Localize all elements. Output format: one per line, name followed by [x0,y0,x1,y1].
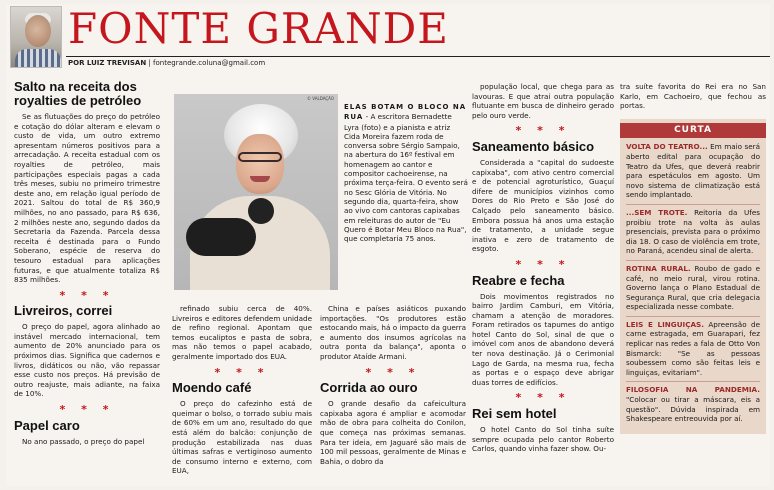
caption-text: - A escritora Bernadette Lyra (foto) e a pianista e atriz Cida Moreira fazem roda de conversa sobre Sérgio Sampaio, na abertura do 16º festival em homenagem ao cantor e compositor cachoeirense, na próxima terça-feira. O evento será no Sesc Glória de Vitória. No segundo dia, quarta-feira, show ao vivo com cantoras capixabas em releituras do autor de "Eu Quero é Botar Meu Bloco na Rua", que completaria 75 anos. [344,112,468,244]
curta-lead: ...SEM TROTE. [626,207,688,217]
article-refinado: refinado subiu cerca de 40%. Livreiros e editores defendem unidade de refino regional. Apontam que temos eucaliptos e pasta de sobra, mas não temos o papel acabado, geralmente importado dos EUA. [172,304,312,361]
masthead-rule [66,56,770,57]
feature-photo [174,94,338,290]
byline [68,59,265,67]
article-salto: Se as flutuações do preço do petróleo e cotação do dólar alteram e elevam o custo de vida, um outro extremo apresentam números positivos para a arrecadação. A receita estadual com os royalties de petróleo, mais participações especiais pagas a cada três meses, subiu no primeiro trimestre deste ano, em relação igual período de 2021. Saltou do total de R$ 360,9 milhões, no ano passado, para R$ 636, 2 milhões neste ano, segundo dados da Secretaria da Fazenda. Parcela dessa receita é destinada para o Fundo Soberano, espécie de reserva do tesouro estadual para aplicações futuras, e que atualmente totaliza R$ 835 milhões. [14,112,160,285]
separator-stars: * * * [515,257,571,271]
article-corrida: O grande desafio da cafeicultura capixaba agora é ampliar e acomodar mão de obra para colheita do Conilon, que começa nas próximas semanas. Para ter ideia, em Jaguaré são mais de 100 mil pessoas, geralmente de Minas e Bahia, o dobro da [320,399,466,466]
curta-text: "Colocar ou tirar a máscara, eis a questão". Dúvida inspirada em Shakespeare entreouvida por aí. [626,395,760,424]
column-title: FONTE GRANDE [68,4,449,53]
column-5 [620,82,766,434]
headline-reabre: Reabre e fecha [472,272,565,288]
separator-stars: * * * [59,403,115,417]
article-top: tra suíte favorita do Rei era no San Karlo, em Cachoeiro, que fechou as portas. [620,82,766,111]
curta-heading: CURTA [620,123,766,139]
separator-stars: * * * [214,365,270,379]
separator-stars: * * * [515,391,571,405]
column-2 [172,304,312,478]
curta-item [626,208,760,256]
headline-salto: Salto na receita dos royalties de petróleo [14,79,142,108]
curta-text: Apreensão de carne estragada, em Guarapari, fez replicar nas redes a fala de Otto Von Bismarck: "Se as pessoas soubessem como são feitas leis e linguiças, evitariam". [626,319,760,377]
separator-stars: * * * [59,288,115,302]
headline-saneamento: Saneamento básico [472,138,595,154]
article-livreiros: O preço do papel, agora alinhado ao instável mercado internacional, tem aumento de 20% anunciado para os próximos dias. Significa que cadernos e livros, didáticos ou não, vão repassar esse custo nos preços. Há previsão de outro reajuste, mais adiante, na faixa de 10%. [14,322,160,399]
curta-lead: ROTINA RURAL. [626,263,691,273]
newspaper-page [6,4,770,486]
headline-corrida: Corrida ao ouro [320,380,418,396]
article-papel: No ano passado, o preço do papel [22,436,145,446]
headline-papel: Papel caro [14,417,80,433]
article-saneamento: Considerada a "capital do sudoeste capixaba", com ativo centro comercial e de potencial agroturístico, Guaçuí difere de municípios vizinhos como Dores do Rio Preto e São José do Calçado pelo saneamento básico. Embora possua há anos uma estação de tratamento, a unidade segue inativa e zero de tratamento de esgoto. [472,157,614,254]
column-3 [320,304,466,468]
curta-text: Em maio será aberto edital para ocupação do Teatro da Ufes, que deverá reabrir para espetáculos em agosto. Um novo sistema de climatização está sendo implantado. [626,142,760,200]
curta-text: Reitoria da Ufes proibiu trote na volta às aulas presenciais, prevista para o próximo dia 18. O caso de violência em trote, no Paraná, acendeu sinal de alerta. [626,207,760,256]
curta-item [626,142,760,200]
curta-text: Roubo de gado e café, no meio rural, virou rotina. Governo lança o Plano Estadual de Segurança Rural, que cria delegacia especializada nesse combate. [626,263,760,312]
masthead [6,4,770,67]
curta-item [626,264,760,312]
author-photo [10,6,62,68]
photo-credit: © VALDAÇÃO [307,96,334,101]
article-reisem: O hotel Canto do Sol tinha suíte sempre ocupada pelo cantor Roberto Carlos, quando vinha fazer show. Ou- [472,425,614,454]
headline-moendo: Moendo café [172,380,252,396]
column-1 [14,80,160,448]
curta-item [626,320,760,378]
curta-item [626,385,760,423]
byline-author: POR LUIZ TREVISAN [68,59,147,67]
curta-lead: LEIS E LINGUIÇAS. [626,319,704,329]
article-moendo: O preço do cafezinho está de queimar o bolso, o torrado subiu mais de 60% em um ano, resultado do que está além do balcão: conjunção de produção estabilizada nas duas últimas safras e vertiginoso aumento de consumo interno e externo, com EUA, [172,399,312,476]
caption-title: ELAS BOTAM O BLOCO NA RUA [344,103,467,122]
article-reabre: Dois movimentos registrados no bairro Jardim Camburi, em Vitória, chamam a atenção de moradores. Foram retirados os tapumes do antigo hotel Canto do Sol, sinal de que o imóvel com anos de abandono deverá ter nova destinação. Já o Cerimonial Lago de Garda, na mesma rua, fecha as portas e o espaço deve abrigar duas torres de edifícios. [472,291,614,387]
column-4 [472,82,614,456]
byline-email: | fontegrande.coluna@gmail.com [148,59,266,67]
headline-livreiros: Livreiros, correi [14,303,113,319]
separator-stars: * * * [515,124,571,138]
curta-box [620,119,766,434]
curta-lead: FILOSOFIA NA PANDEMIA. [626,385,760,395]
curta-lead: VOLTA DO TEATRO... [626,142,708,152]
photo-caption [344,102,468,243]
article-china: China e países asiáticos puxando importações. "Os produtores estão estocando mais, há o impacto da guerra e aumento dos insumos agrícolas na outra ponta da balança", aponta o produtor Ataíde Armani. [320,304,466,361]
separator-stars: * * * [365,365,421,379]
headline-reisem: Rei sem hotel [472,406,557,422]
article-populacao: população local, que chega para as lavouras. E que atrai outra população flutuante em busca de dinheiro gerado pelo ouro verde. [472,82,614,120]
